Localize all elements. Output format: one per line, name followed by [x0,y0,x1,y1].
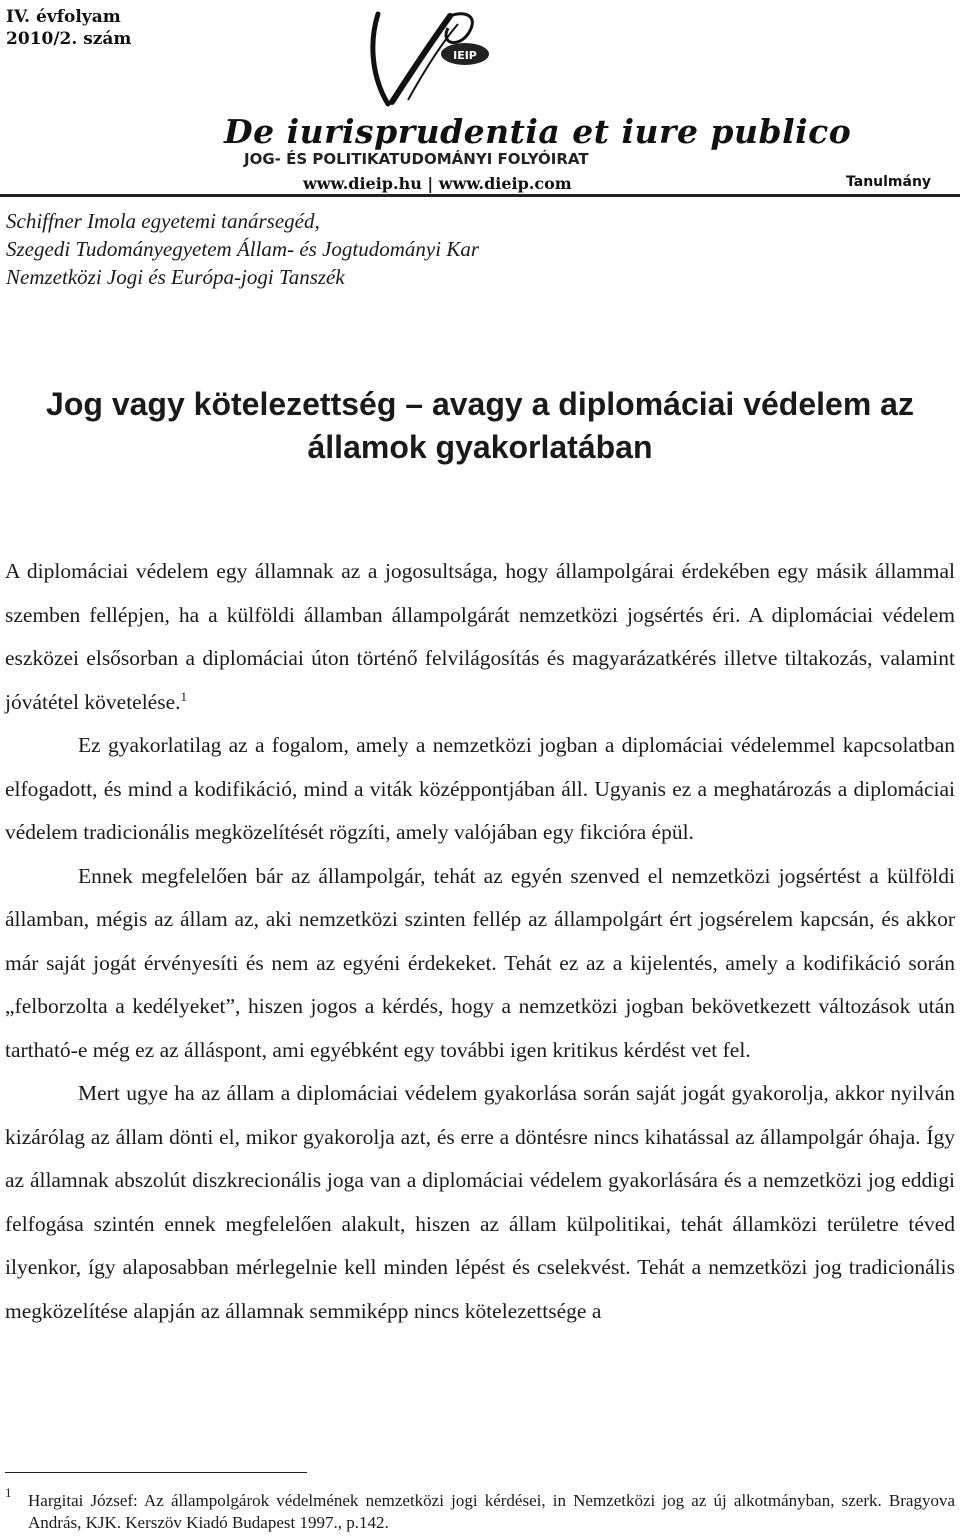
journal-logo [300,4,520,112]
paragraph-3: Ennek megfelelően bár az állampolgár, tehát az egyén szenved el nemzetközi jogsértést a külföldi államban, mégis az állam az, aki nemzetközi szinten fellép az állampolgárt ért jogsérelem kapcsán, és akkor már saját jogát érvényesíti és nem az egyéni érdekeket. Tehát ez az a kijelentés, amely a kodifikáció során „felborzolta a kedélyeket”, hiszen jogos a kérdés, hogy a nemzetközi jogban bekövetkezett változások után tartható-e még ez az álláspont, ami egyébként egy további igen kritikus kérdést vet fel. [5,863,955,1062]
paragraph-4: Mert ugye ha az állam a diplomáciai védelem gyakorlása során saját jogát gyakorolja, akkor nyilván kizárólag az állam dönti el, mikor gyakorolja azt, és erre a döntésre nincs kihatással az állampolgár óhaja. Így az államnak abszolút diszkrecionális joga van a diplomáciai védelem gyakorlására és a nemzetközi jog eddigi felfogása szintén ennek megfelelően alakult, hiszen az állam külpolitikai, tehát államközi területre téved ilyenkor, így alaposabban mérlegelnie kell minden lépést és cselekvést. Tehát a nemzetközi jog tradicionális megközelítése alapján az államnak semmiképp nincs kötelezettsége a [5,1081,955,1323]
footnote-reference[interactable]: 1 [180,688,188,704]
footnote-number: 1 [5,1485,12,1500]
article-title-line-2: államok gyakorlatában [307,429,653,465]
author-name-line: Schiffner Imola egyetemi tanársegéd, [6,209,320,233]
paragraph-1-text: A diplomáciai védelem egy államnak az a jogosultsága, hogy állampolgárai érdekében egy másik állammal szemben fellépjen, ha a külföldi államban állampolgárát nemzetközi jogsértés éri. A diplomáciai védelem eszközei elsősorban a diplomáciai úton történő felvilágosítás és magyarázatkérés illetve tiltakozás, valamint jóvátétel követelése. [5,559,955,714]
volume-label: IV. évfolyam [6,7,121,27]
issue-info [6,6,131,50]
author-block [6,207,479,291]
issue-label: 2010/2. szám [6,29,132,49]
journal-subtitle: JOG- ÉS POLITIKATUDOMÁNYI FOLYÓIRAT [244,150,589,168]
author-department-line: Nemzetközi Jogi és Európa-jogi Tanszék [6,265,345,289]
journal-websites[interactable]: www.dieip.hu | www.dieip.com [303,174,572,193]
header-divider [0,194,960,197]
article-body [5,550,955,1333]
footnote [5,1485,955,1534]
footnote-text: Hargitai József: Az állampolgárok védelmének nemzetközi jogi kérdései, in Nemzetközi jog az új alkotmányban, szerk. Bragyova András, KJK. Kerszöv Kiadó Budapest 1997., p.142. [28,1491,955,1532]
article-title [0,383,960,469]
journal-title: De iurisprudentia et iure publico [224,112,852,151]
author-affiliation-line: Szegedi Tudományegyetem Állam- és Jogtudományi Kar [6,237,479,261]
paragraph-1 [5,550,955,724]
footnote-divider [5,1472,307,1473]
logo-badge-text: IEIP [453,49,477,62]
section-label: Tanulmány [846,174,932,190]
paragraph-2: Ez gyakorlatilag az a fogalom, amely a nemzetközi jogban a diplomáciai védelemmel kapcsolatban elfogadott, és mind a kodifikáció, mind a viták középpontjában áll. Ugyanis ez a meghatározás a diplomáciai védelem tradicionális megközelítését rögzíti, amely valójában egy fikcióra épül. [5,733,955,844]
article-title-line-1: Jog vagy kötelezettség – avagy a diplomáciai védelem az [46,386,914,422]
